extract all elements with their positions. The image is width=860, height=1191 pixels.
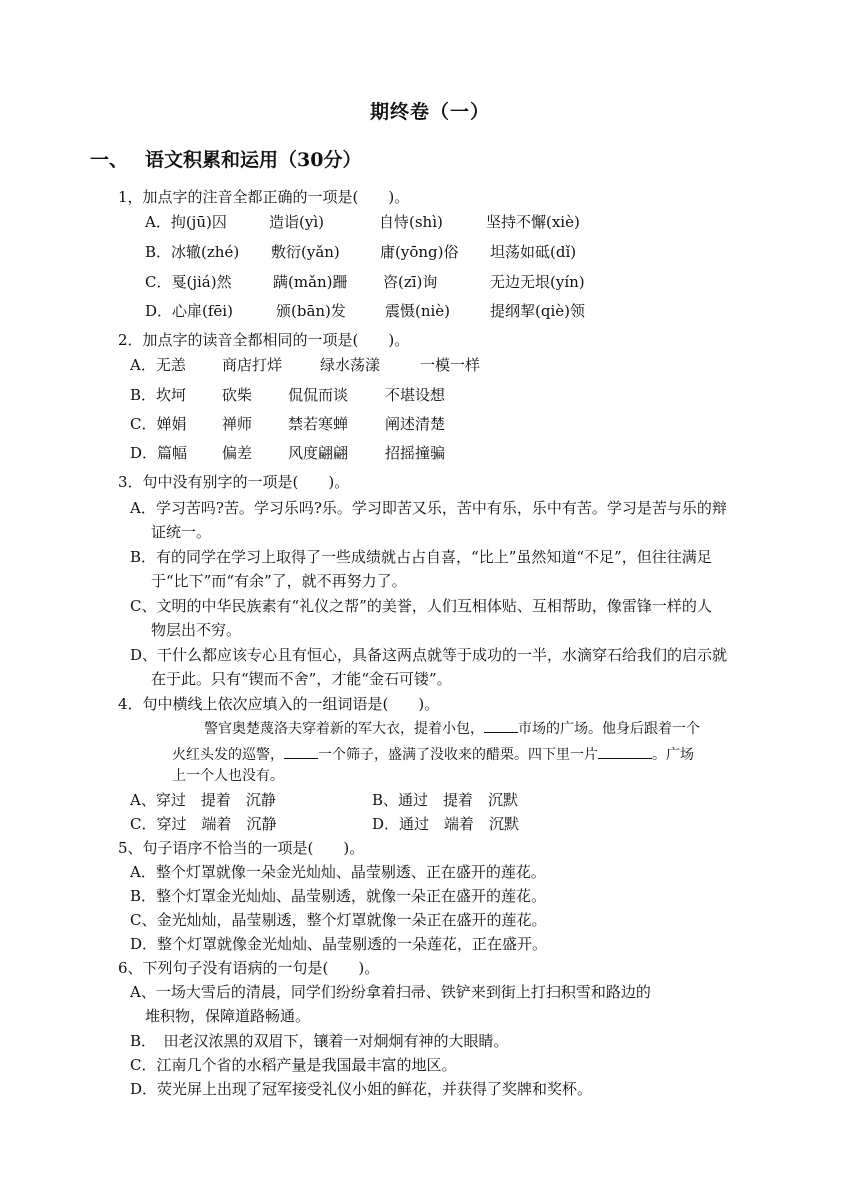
q2-stem: 2．加点字的读音全都相同的一项是( )。 [118, 331, 410, 349]
q1-b-item3: 庸(yōng)俗 [380, 243, 459, 261]
q5-option-b: B．整个灯罩金光灿灿、晶莹剔透，就像一朵正在盛开的莲花。 [130, 887, 547, 905]
q1-d-item4: 提纲挈(qiè)领 [490, 302, 585, 320]
q6-option-c: C．江南几个省的水稻产量是我国最丰富的地区。 [130, 1056, 457, 1074]
q6-option-a-line2: 堆积物，保障道路畅通。 [145, 1007, 311, 1025]
q1-c-item4: 无边无垠(yín) [490, 273, 585, 291]
q6-option-b: B． 田老汉浓黑的双眉下，镶着一对炯炯有神的大眼睛。 [130, 1032, 509, 1050]
q5-option-d: D．整个灯罩就像金光灿灿、晶莹剔透的一朵莲花，正在盛开。 [130, 935, 548, 953]
q3-option-a-line1: A．学习苦吗?苦。学习乐吗?乐。学习即苦又乐，苦中有乐，乐中有苦。学习是苦与乐的辩 [130, 499, 727, 517]
q3-option-c-line2: 物层出不穷。 [151, 621, 242, 639]
q1-b-item1: B．冰辙(zhé) [145, 243, 240, 261]
q1-stem: 1，加点字的注音全都正确的一项是( )。 [118, 188, 410, 206]
q2-b-item1: B．坎坷 [130, 386, 187, 404]
q4-passage-text: 警官奥楚蔑洛夫穿着新的军大衣，提着小包， [204, 721, 484, 737]
q4-passage-line2 [172, 744, 694, 765]
section-heading [90, 150, 361, 170]
q3-option-b-line1: B．有的同学在学习上取得了一些成绩就占占自喜，“比上”虽然知道“不足”，但往往满足 [130, 548, 712, 566]
q1-d-item1: D．心扉(fēi) [145, 302, 233, 320]
q1-b-item4: 坦荡如砥(dǐ) [490, 243, 577, 261]
q3-option-d-line2: 在于此。只有“锲而不舍”，才能“金石可镂”。 [151, 670, 452, 688]
q2-c-item3: 禁若寒蝉 [288, 415, 349, 433]
q3-option-c-line1: C、文明的中华民族素有“礼仪之帮”的美誉，人们互相体贴、互相帮助，像雷锋一样的人 [130, 597, 712, 615]
section-label: 语文积累和运用（30分） [145, 149, 362, 171]
q4-passage-line3: 上一个人也没有。 [172, 768, 284, 784]
section-number: 一、 [90, 149, 129, 171]
q2-a-item4: 一模一样 [420, 356, 481, 374]
q5-stem: 5、句子语序不恰当的一项是( )。 [118, 839, 365, 857]
q1-b-item2: 敷衍(yǎn) [271, 243, 340, 261]
q1-d-item2: 颁(bān)发 [276, 302, 346, 320]
q5-option-a: A．整个灯罩就像一朵金光灿灿、晶莹剔透、正在盛开的莲花。 [130, 863, 546, 881]
q1-a-item1: A．拘(jū)囚 [145, 213, 227, 231]
page-title: 期终卷（一） [369, 101, 490, 123]
q4-blank-3 [598, 744, 652, 759]
q2-b-item2: 砍柴 [222, 386, 253, 404]
q3-option-b-line2: 于“比下”而“有余”了，就不再努力了。 [151, 572, 407, 590]
q3-option-d-line1: D、干什么都应该专心且有恒心，具备这两点就等于成功的一半，水滴穿石给我们的启示就 [130, 646, 728, 664]
q2-a-item2: 商店打烊 [222, 356, 283, 374]
q6-option-a-line1: A、一场大雪后的清晨，同学们纷纷拿着扫帚、铁铲来到街上打扫积雪和路边的 [130, 983, 651, 1001]
q4-blank-1 [484, 718, 518, 733]
q2-b-item3: 侃侃而谈 [288, 386, 349, 404]
q2-d-item2: 偏差 [222, 444, 253, 462]
q4-passage-text: 火红头发的巡警， [172, 747, 284, 763]
q2-c-item1: C．婵娟 [130, 415, 187, 433]
q2-d-item3: 风度翩翩 [288, 444, 349, 462]
q4-option-a: A、穿过 提着 沉静 [130, 791, 276, 809]
q4-blank-2 [284, 744, 318, 759]
q2-c-item4: 阐述清楚 [385, 415, 446, 433]
q4-option-b: B、通过 提着 沉默 [372, 791, 519, 809]
q2-a-item3: 绿水荡漾 [320, 356, 381, 374]
q1-c-item1: C．戛(jiá)然 [145, 273, 232, 291]
q2-a-item1: A．无恙 [130, 356, 186, 374]
q4-option-c: C．穿过 端着 沉静 [130, 815, 277, 833]
q2-c-item2: 禅师 [222, 415, 253, 433]
q4-passage-text: 一个筛子，盛满了没收来的醋栗。四下里一片 [318, 747, 598, 763]
q6-option-d: D．荧光屏上出现了冠军接受礼仪小姐的鲜花，并获得了奖牌和奖杯。 [130, 1080, 593, 1098]
q1-c-item2: 蹒(mǎn)跚 [273, 273, 348, 291]
q4-option-d: D．通过 端着 沉默 [372, 815, 520, 833]
q1-d-item3: 震慑(niè) [385, 302, 451, 320]
q4-passage-line1 [204, 718, 700, 739]
q4-passage-text: 。广场 [652, 747, 694, 763]
q4-passage-text: 市场的广场。他身后跟着一个 [518, 721, 700, 737]
q1-c-item3: 咨(zī)询 [383, 273, 438, 291]
q1-a-item4: 坚持不懈(xiè) [486, 213, 580, 231]
q6-stem: 6、下列句子没有语病的一句是( )。 [118, 959, 380, 977]
q3-stem: 3．句中没有别字的一项是( )。 [118, 473, 350, 491]
q2-b-item4: 不堪设想 [385, 386, 446, 404]
q1-a-item3: 自恃(shì) [379, 213, 443, 231]
q3-option-a-line2: 证统一。 [151, 523, 212, 541]
q1-a-item2: 造诣(yì) [269, 213, 324, 231]
q4-stem: 4．句中横线上依次应填入的一组词语是( )。 [118, 695, 440, 713]
q2-d-item1: D．篇幅 [130, 444, 188, 462]
q2-d-item4: 招摇撞骗 [385, 444, 446, 462]
q5-option-c: C、金光灿灿，晶莹剔透，整个灯罩就像一朵正在盛开的莲花。 [130, 911, 547, 929]
